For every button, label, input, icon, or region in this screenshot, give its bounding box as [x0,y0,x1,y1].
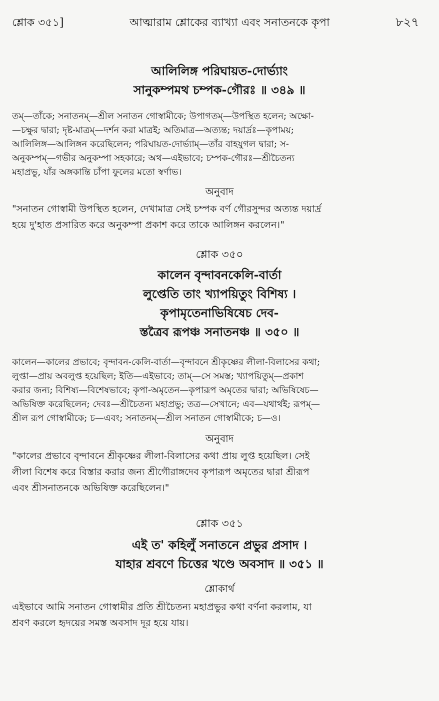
synonym-line: করার জন্য; বিশিষ্য—বিশেষভাবে; কৃপা-অমৃতেন—কৃপারূপ অমৃতের দ্বারা; অভিষিষেচ— [12,386,319,396]
verse-line: লুপ্তেতি তাং খ্যাপয়িতুং বিশিষ্য । [142,287,297,301]
translation-line: "কালের প্রভাবে বৃন্দাবনে শ্রীকৃষ্ণের লীলা-বিলাসের কথা প্রায় লুপ্ত হয়েছিল। সেই [12,451,310,462]
verse-line: সানুকম্পমথ চম্পক-গৌরঃ ॥ ৩৪৯ ॥ [133,83,306,97]
synonym-line: তম্‌—তাঁকে; সনাতনম্‌—শ্রীল সনাতন গোস্বামীকে; উপাগতম্‌—উপস্থিত হলেন; অক্ষো- [12,112,314,122]
synonym-line: আলিলিঙ্গ—আলিঙ্গন করেছিলেন; পরিঘায়ত-দোর্ভ্যাম্‌—তাঁর বাহযুগল দ্বারা; স- [12,140,289,150]
verse-349-synonyms [12,110,427,180]
translation-heading: অনুবাদ [205,187,234,198]
verse-350-text [12,266,427,342]
verse-351-translation [12,600,427,632]
translation-line: হয়ে দু'হাত প্রসারিত করে অনুকম্পা প্রকাশ করে তাকে আলিঙ্গন করলেন।" [12,220,285,231]
synonym-line: অনুকম্পম্‌—গভীর অনুকম্পা সহকারে; অথ—এইভাবে; চম্পক-গৌরঃ—শ্রীচৈতন্য [12,154,295,164]
synonym-line: মহাপ্রভু, যাঁর অঙ্গকান্তি চাঁপা ফুলের মতো স্বর্ণাভ। [12,168,182,178]
verse-350-heading: শ্লোক ৩৫০ [195,248,244,261]
translation-line: শ্রবণ করলে হৃদয়ের সমস্ত অবসাদ দূর হয়ে যায়। [12,618,189,629]
translation-heading: শ্লোকার্থ [204,584,235,595]
verse-349-text [12,62,427,100]
verse-350-synonyms [12,356,427,426]
verse-line: স্তত্রৈব রূপঞ্চ সনাতনঞ্চ ॥ ৩৫০ ॥ [139,325,300,339]
page-number: ৮২৭ [395,15,419,29]
synonym-line: শ্রীল রূপ গোস্বামীকে; চ—এবং; সনাতনম্‌—শ্রীল সনাতন গোস্বামীকে; চ—ও। [12,414,281,424]
synonym-line: অভিষিক্ত করেছিলেন; দেবঃ—শ্রীচৈতন্য মহাপ্রভু; তত্র—সেখানে; এব—যথার্থই; রূপম্‌— [12,400,321,410]
synonym-line: কালেন—কালের প্রভাবে; বৃন্দাবন-কেলি-বার্তা—বৃন্দাবনে শ্রীকৃষ্ণের লীলা-বিলাসের কথা; [12,358,320,368]
translation-line: লীলা বিশেষ করে বিস্তার করার জন্য শ্রীগৌরাঙ্গদেব কৃপারূপ অমৃতের দ্বারা শ্রীরূপ [12,467,310,478]
verse-351-heading: শ্লোক ৩৫১ [195,517,244,530]
header-chapter-title: আত্মারাম শ্লোকের ব্যাখ্যা এবং সনাতনকে কৃপা [129,16,330,29]
verse-line: যাহার শ্রবণে চিত্তের খণ্ডে অবসাদ ॥ ৩৫১ ॥ [115,557,324,571]
verse-line: আলিলিঙ্গ পরিঘায়ত-দোর্ভ্যাং [151,64,288,78]
translation-line: এইভাবে আমি সনাতন গোস্বামীর প্রতি শ্রীচৈতন্য মহাপ্রভুর কথা বর্ণনা করলাম, যা [12,602,312,613]
synonym-line: —চক্ষুর দ্বারা; দৃষ্ট-মাত্রম্‌—দর্শন করা মাত্রই; অতিমাত্র—অত্যন্ত; দয়ার্দ্রঃ—কৃপাময়; [12,126,294,136]
translation-line: "সনাতন গোস্বামী উপস্থিত হলেন, দেখামাত্র সেই চম্পক বর্ণ গৌরসুন্দর অত্যন্ত দয়ার্দ্র [12,204,322,215]
translation-heading: অনুবাদ [205,434,234,445]
verse-line: কৃপামৃতেনাভিষিষেচ দেব- [160,306,279,320]
verse-line: এই ত' কহিলুঁ সনাতনে প্রভুর প্রসাদ । [131,538,308,552]
running-header [12,14,419,34]
translation-line: এবং শ্রীসনাতনকে অভিষিক্ত করেছিলেন।" [12,483,170,494]
verse-350-translation [12,449,427,497]
header-verse-ref: শ্লোক ৩৫১] [12,16,64,29]
verse-351-text [12,536,427,574]
verse-line: কালেন বৃন্দাবনকেলি-বার্তা [157,268,282,282]
synonym-line: লুপ্তা—প্রায় অবলুপ্ত হয়েছিল; ইতি—এইভাবে; তাম্‌—সে সমস্ত; খ্যাপয়িতুম্‌—প্রকাশ [12,372,304,382]
verse-349-translation [12,202,427,234]
